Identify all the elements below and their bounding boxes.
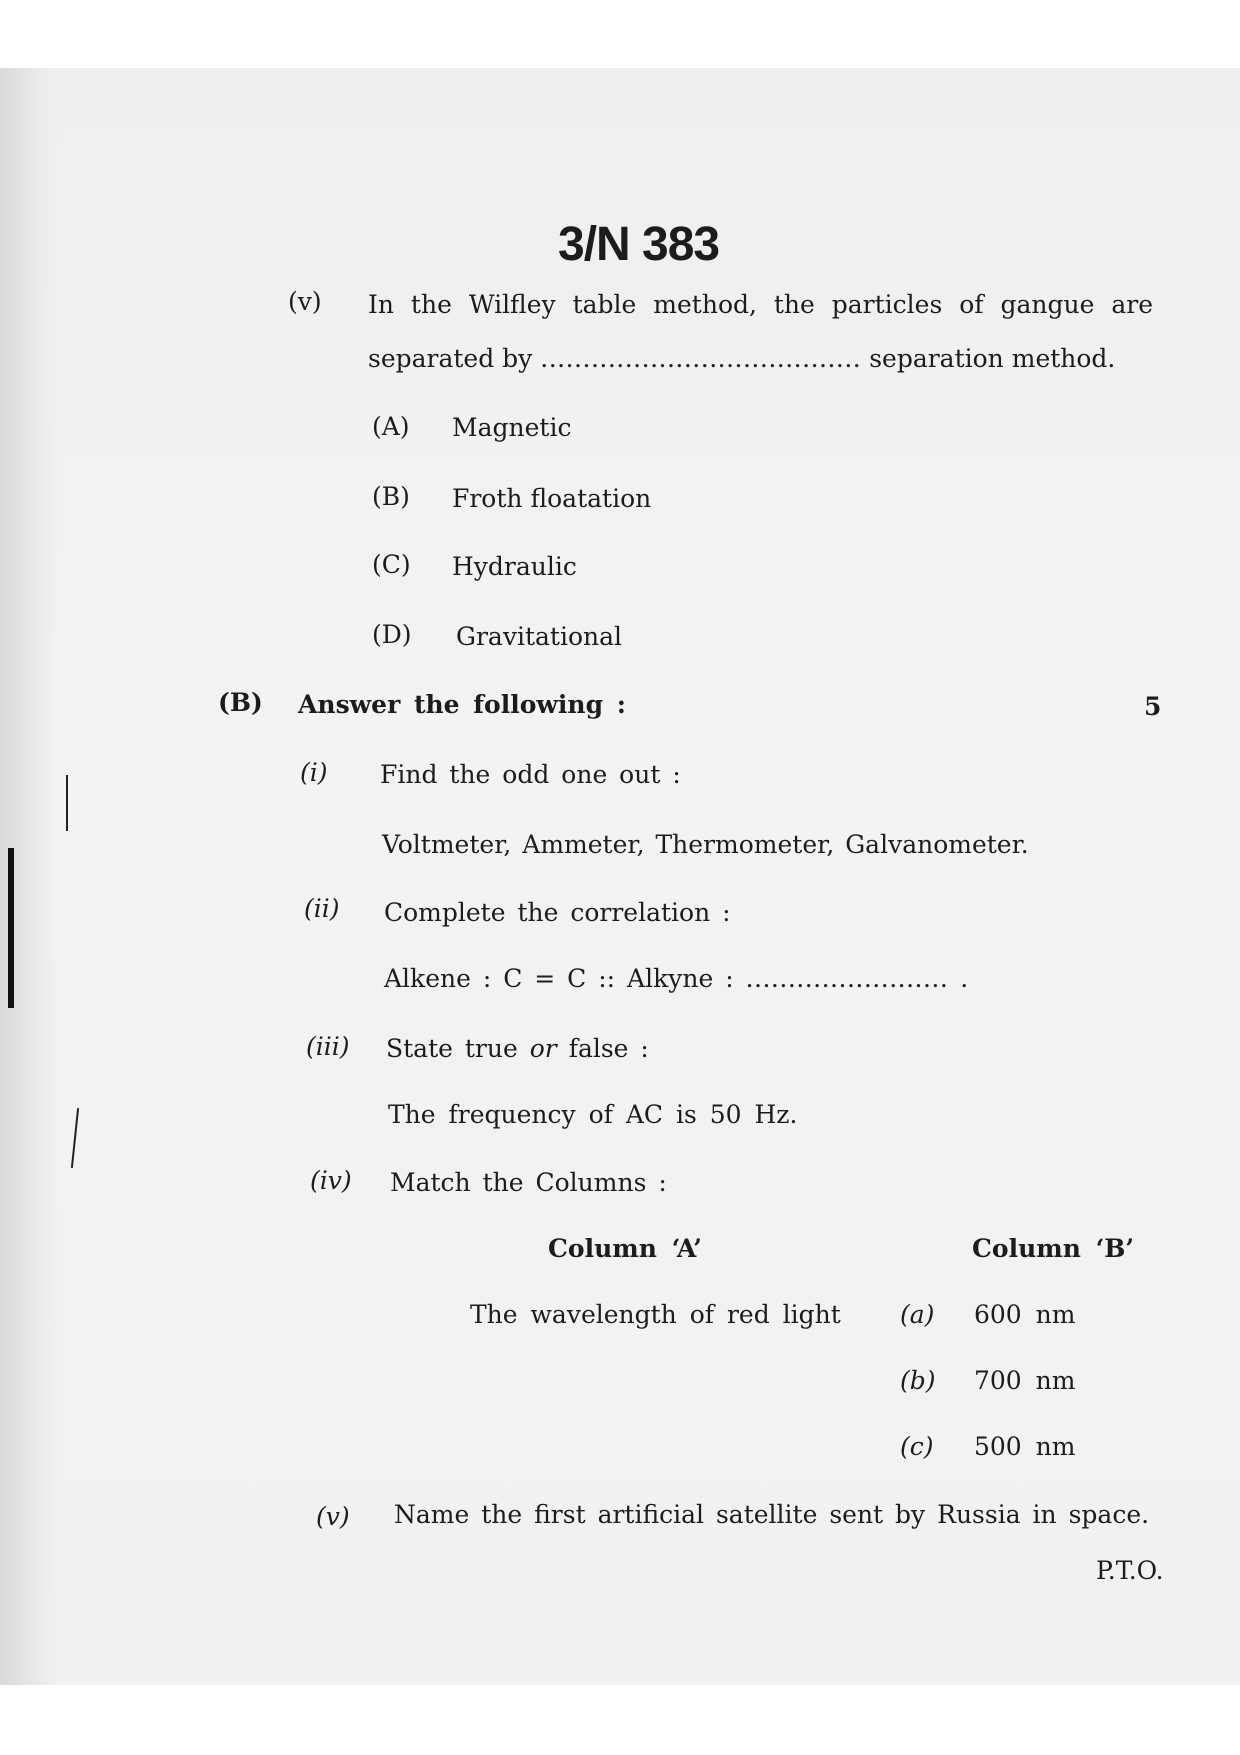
option-text: Froth floatation [452,484,652,513]
option-text: Hydraulic [452,552,577,581]
edge-mark [66,775,68,831]
section-marks: 5 [1144,692,1162,721]
option-key: (B) [372,482,410,511]
question-number: (v) [316,1502,350,1531]
question-number: (i) [300,758,328,787]
question-number: (iv) [310,1166,352,1195]
option-text: Magnetic [452,413,572,442]
column-b-key: (c) [900,1432,934,1461]
option-text: Gravitational [456,622,622,651]
option-key: (C) [372,550,411,579]
column-b-item: 700 nm [974,1366,1076,1395]
question-text: Match the Columns : [390,1168,667,1197]
question-text: Find the odd one out : [380,760,681,789]
question-content: The frequency of AC is 50 Hz. [388,1100,798,1129]
question-number: (ii) [304,894,340,923]
question-content: Alkene : C = C :: Alkyne : ........................ . [384,964,969,993]
column-a-item: The wavelength of red light [470,1300,841,1329]
pto-label: P.T.O. [1096,1556,1164,1585]
answer-blank: ...................................... [540,344,862,373]
option-key: (D) [372,620,412,649]
column-b-item: 500 nm [974,1432,1076,1461]
question-text: Complete the correlation : [384,898,731,927]
question-number: (iii) [306,1032,350,1061]
question-text: In the Wilfley table method, the particles of gangue are [368,290,1154,319]
answer-blank: ........................ [745,964,949,993]
question-text: State true or false : [386,1034,649,1063]
question-text: Name the first artificial satellite sent by Russia in space. [394,1500,1150,1529]
paper-code: 3/N 383 [558,218,720,271]
column-b-key: (a) [900,1300,935,1329]
column-a-header: Column ‘A’ [548,1234,702,1263]
option-key: (A) [372,412,410,441]
column-b-header: Column ‘B’ [972,1234,1135,1263]
edge-mark [8,848,14,1008]
column-b-item: 600 nm [974,1300,1076,1329]
section-title: Answer the following : [298,690,626,719]
question-text: separated by ...................................... separation method. [368,344,1116,373]
question-content: Voltmeter, Ammeter, Thermometer, Galvanometer. [382,830,1029,859]
question-number: (v) [288,287,322,316]
section-label: (B) [218,688,263,717]
column-b-key: (b) [900,1366,936,1395]
